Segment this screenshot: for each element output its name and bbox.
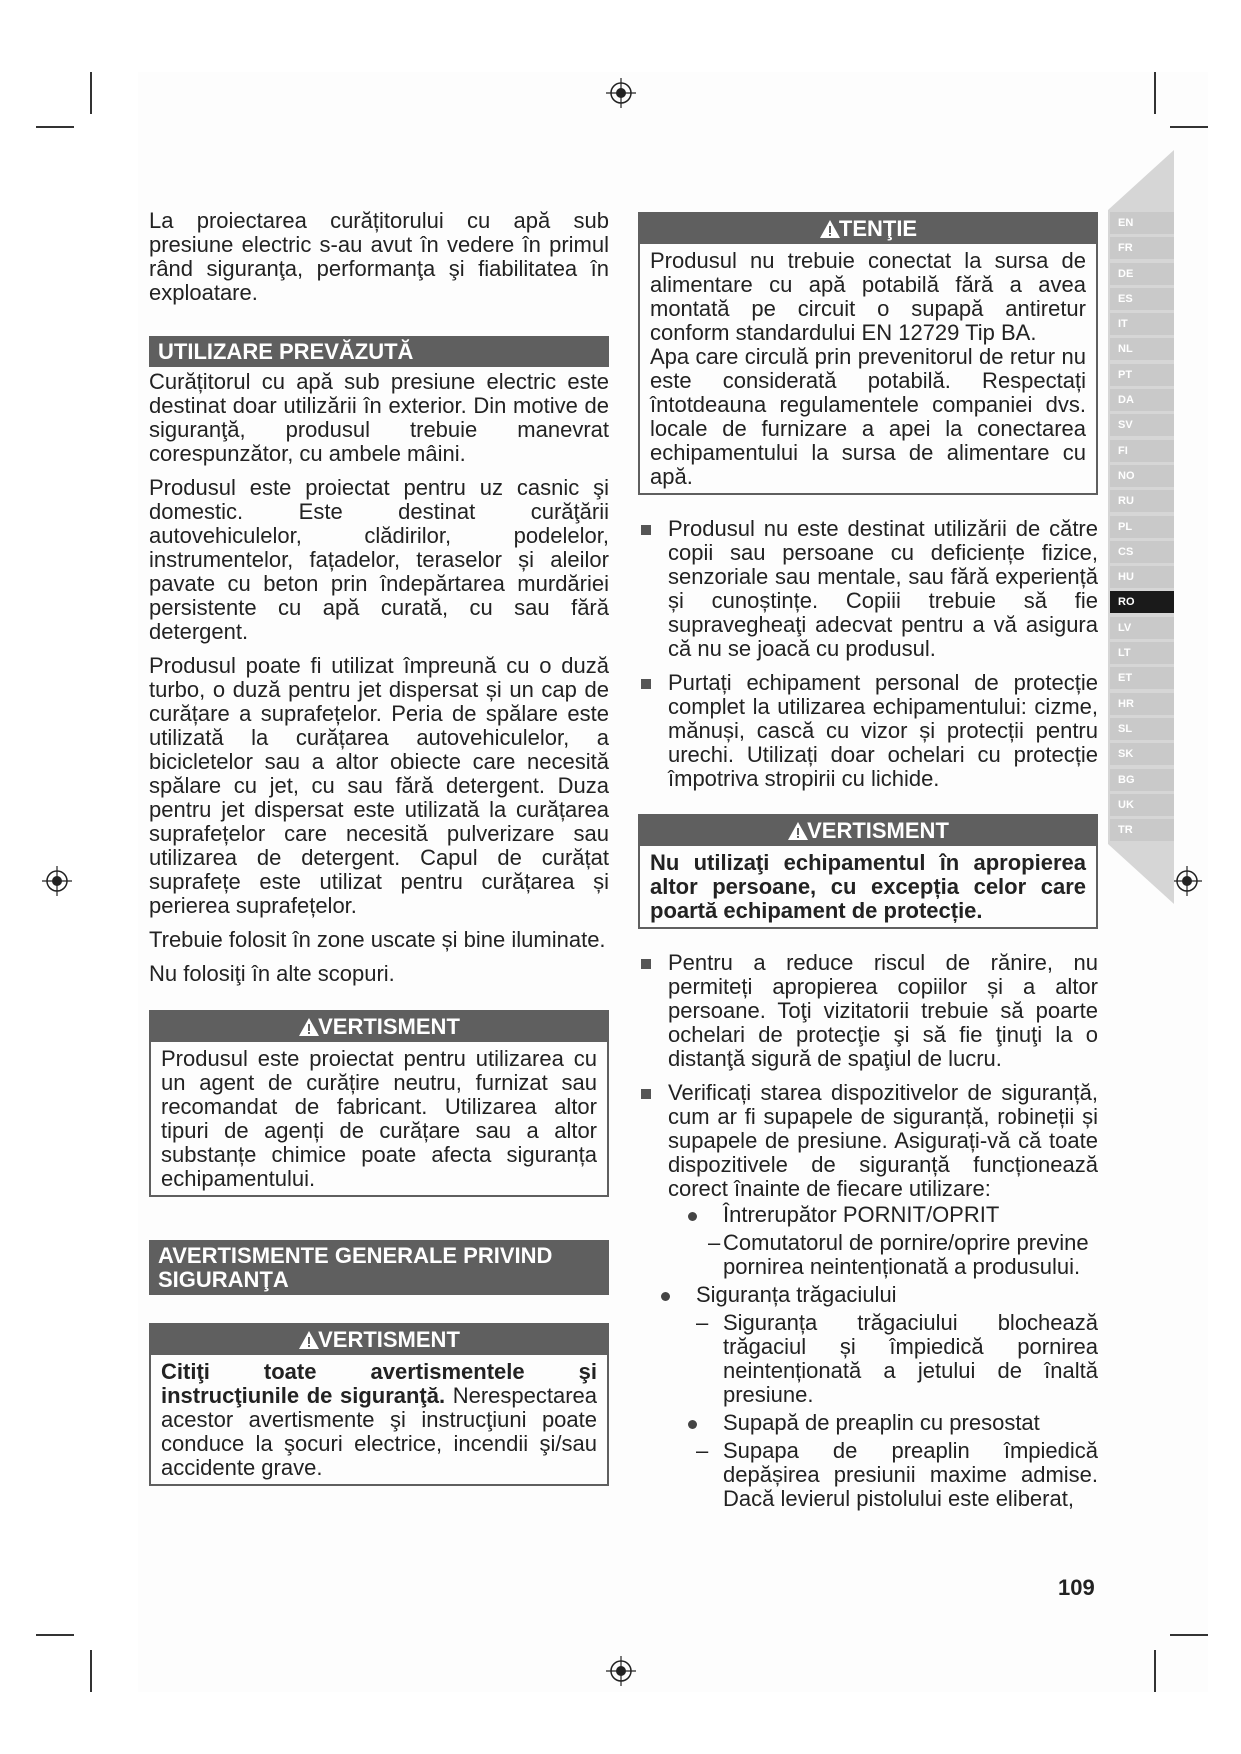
language-tab-hr[interactable]: HR bbox=[1110, 693, 1174, 715]
language-tab-es[interactable]: ES bbox=[1110, 288, 1174, 310]
language-tab-nl[interactable]: NL bbox=[1110, 338, 1174, 360]
crop-mark bbox=[90, 1650, 92, 1692]
square-bullet-icon bbox=[641, 1089, 651, 1099]
sub-item-dash bbox=[668, 1231, 1128, 1279]
crop-mark bbox=[1154, 1650, 1156, 1692]
language-tab-uk[interactable]: UK bbox=[1110, 794, 1174, 816]
language-tab-no[interactable]: NO bbox=[1110, 465, 1174, 487]
bullet-item bbox=[638, 1081, 1098, 1201]
warning-title: VERTISMENT bbox=[318, 1327, 460, 1352]
paragraph: Nu folosiţi în alte scopuri. bbox=[149, 961, 395, 986]
attention-text: Apa care circulă prin prevenitorul de retur nu este considerată potabilă. Respectați întotdeauna regulamentele companiei dvs. locale de furnizare a apei la conectarea echipamentului la sursa de alimentare cu apă. bbox=[650, 344, 1086, 489]
warning-box bbox=[149, 1323, 609, 1486]
bullet-text: Purtați echipament personal de protecție complet la utilizarea echipamentului: cizme, mănuși, cască cu vizor și protecții pentru urechi. Utilizați doar ochelari cu protecție împotriva stropirii cu lichide. bbox=[668, 670, 1098, 791]
warning-box-header bbox=[640, 816, 1096, 846]
language-tab-hu[interactable]: HU bbox=[1110, 566, 1174, 588]
warning-box bbox=[638, 814, 1098, 929]
bullet-item bbox=[638, 517, 1098, 661]
warning-text bbox=[161, 1360, 597, 1480]
sub-item-label bbox=[668, 1283, 1098, 1307]
language-tab-cs[interactable]: CS bbox=[1110, 541, 1174, 563]
attention-box-header bbox=[640, 214, 1096, 244]
crop-mark bbox=[1170, 126, 1208, 128]
warning-triangle-icon bbox=[298, 1017, 320, 1037]
attention-box bbox=[638, 212, 1098, 495]
bullet-text: Produsul nu este destinat utilizării de către copii sau persoane cu deficiențe fizice, senzoriale sau mentale, sau fără experiență și cunoștințe. Copiii trebuie să fie supravegheaţi adecvat pentru a vă asigura că nu se joacă cu produsul. bbox=[668, 516, 1098, 661]
bullet-text: Pentru a reduce riscul de rănire, nu permiteți apropierea copiilor și a altor persoane. Toţi vizitatorii trebuie să poarte ochelari de protecţie şi să fie ţinuţi la o distanţă sigură de spaţiul de lucru. bbox=[668, 950, 1098, 1071]
sub-item-dash bbox=[668, 1439, 1098, 1511]
page-number: 109 bbox=[1058, 1575, 1095, 1600]
bullet-item bbox=[638, 671, 1098, 791]
crop-mark bbox=[36, 126, 74, 128]
language-tab-lt[interactable]: LT bbox=[1110, 642, 1174, 664]
language-tab-pt[interactable]: PT bbox=[1110, 364, 1174, 386]
square-bullet-icon bbox=[641, 679, 651, 689]
warning-title: VERTISMENT bbox=[807, 818, 949, 843]
sub-item-dash bbox=[668, 1311, 1098, 1407]
warning-bold-text: Citiţi toate avertismentele şi instrucţiunile de siguranţă. bbox=[161, 1359, 597, 1408]
language-tab-de[interactable]: DE bbox=[1110, 263, 1174, 285]
crop-mark bbox=[1170, 1634, 1208, 1636]
language-tab-bg[interactable]: BG bbox=[1110, 769, 1174, 791]
language-tab-ru[interactable]: RU bbox=[1110, 490, 1174, 512]
crop-mark bbox=[1154, 72, 1156, 114]
language-tab-fr[interactable]: FR bbox=[1110, 237, 1174, 259]
section-title-line: SIGURANŢA bbox=[158, 1267, 289, 1292]
square-bullet-icon bbox=[641, 959, 651, 969]
language-tabs bbox=[1110, 212, 1174, 844]
warning-box-header bbox=[151, 1325, 607, 1355]
language-tab-tr[interactable]: TR bbox=[1110, 819, 1174, 841]
sub-item-label bbox=[668, 1411, 1098, 1435]
language-tab-pl[interactable]: PL bbox=[1110, 516, 1174, 538]
language-tab-lv[interactable]: LV bbox=[1110, 617, 1174, 639]
bullet-item bbox=[638, 951, 1098, 1071]
warning-triangle-icon bbox=[298, 1330, 320, 1350]
language-tab-sv[interactable]: SV bbox=[1110, 414, 1174, 436]
warning-triangle-icon bbox=[819, 219, 841, 239]
section-title-line: AVERTISMENTE GENERALE PRIVIND bbox=[158, 1243, 553, 1268]
registration-mark-icon bbox=[606, 1656, 636, 1686]
paragraph: Curățitorul cu apă sub presiune electric este destinat doar utilizării în exterior. Din motive de siguranţă, produsul trebuie manevrat corespunzător, cu ambele mâini. bbox=[149, 369, 609, 466]
crop-mark bbox=[36, 1634, 74, 1636]
sub-item-dash-text: Siguranța trăgaciului blochează trăgaciul și împiedică pornirea neintenționată a jetului de înaltă presiune. bbox=[723, 1310, 1098, 1407]
registration-mark-icon bbox=[606, 78, 636, 108]
language-tab-sk[interactable]: SK bbox=[1110, 743, 1174, 765]
warning-box bbox=[149, 1010, 609, 1197]
intro-paragraph: La proiectarea curățitorului cu apă sub presiune electric s-au avut în vedere în primul rând siguranţa, performanţa şi fiabilitatea în exploatare. bbox=[149, 208, 609, 305]
warning-box-body bbox=[151, 1355, 607, 1484]
sub-item-text: Siguranța trăgaciului bbox=[696, 1282, 897, 1307]
warning-box-body bbox=[151, 1042, 607, 1195]
attention-title: TENŢIE bbox=[838, 216, 918, 241]
dash-marker: – bbox=[696, 1438, 709, 1463]
sub-item-text: Întrerupător PORNIT/OPRIT bbox=[723, 1202, 1000, 1227]
sub-list bbox=[668, 1203, 1098, 1511]
square-bullet-icon bbox=[641, 525, 651, 535]
paragraph: Produsul poate fi utilizat împreună cu o duză turbo, o duză pentru jet dispersat și un cap de curățare a suprafețelor. Peria de spălare este utilizată la curățarea autovehiculelor, a bicicletelor sau a altor obiecte care necesită spălare cu jet, cu sau fără detergent. Duza pentru jet dispersat este utilizată la curățarea suprafețelor care necesită pulverizare sau utilizarea de detergent. Capul de curățat suprafețe este utilizat pentru curățarea și perierea suprafețelor. bbox=[149, 653, 609, 918]
round-bullet-icon bbox=[688, 1212, 697, 1221]
warning-box-body bbox=[640, 846, 1096, 927]
round-bullet-icon bbox=[688, 1420, 697, 1429]
dash-marker: – bbox=[708, 1230, 721, 1255]
left-column bbox=[149, 209, 609, 1486]
right-column bbox=[638, 212, 1098, 1511]
warning-box-header bbox=[151, 1012, 607, 1042]
attention-box-body bbox=[640, 244, 1096, 493]
registration-mark-icon bbox=[42, 866, 72, 896]
language-tab-fi[interactable]: FI bbox=[1110, 440, 1174, 462]
sub-item-text: Supapă de preaplin cu presostat bbox=[723, 1410, 1040, 1435]
section-header-intended-use: UTILIZARE PREVĂZUTĂ bbox=[149, 336, 609, 367]
language-tab-et[interactable]: ET bbox=[1110, 667, 1174, 689]
language-tab-sl[interactable]: SL bbox=[1110, 718, 1174, 740]
registration-mark-icon bbox=[1172, 866, 1202, 896]
sub-item-dash-text: Supapa de preaplin împiedică depășirea presiunii maxime admise. Dacă levierul pistolului este eliberat, bbox=[723, 1438, 1098, 1511]
language-tab-it[interactable]: IT bbox=[1110, 313, 1174, 335]
warning-text-rest: Nerespectarea acestor avertismente şi instrucţiuni poate conduce la şocuri electrice, incendii şi/sau accidente grave. bbox=[161, 1383, 597, 1480]
warning-bold-text bbox=[650, 851, 1086, 923]
language-tab-en[interactable]: EN bbox=[1110, 212, 1174, 234]
section-header-general-warnings bbox=[149, 1240, 609, 1295]
paragraph: Produsul este proiectat pentru uz casnic şi domestic. Este destinat curăţării autovehiculelor, clădirilor, podelelor, instrumentelor, fațadelor, teraselor și aleilor pavate cu beton prin îndepărtarea murdăriei persistente cu apă curată, cu sau fără detergent. bbox=[149, 475, 609, 644]
warning-triangle-icon bbox=[787, 821, 809, 841]
crop-mark bbox=[90, 72, 92, 114]
bullet-text: Verificați starea dispozitivelor de siguranță, cum ar fi supapele de siguranță, robineții și supapele de presiune. Asigurați-vă că toate dispozitivele de siguranță funcționează corect înainte de fiecare utilizare: bbox=[668, 1080, 1098, 1201]
warning-text: Produsul este proiectat pentru utilizarea cu un agent de curățire neutru, furnizat sau recomandat de fabricant. Utilizarea altor tipuri de agenți de curățare sau a altor substanțe chimice poate afecta siguranța echipamentului. bbox=[161, 1046, 597, 1191]
paragraph: Trebuie folosit în zone uscate și bine iluminate. bbox=[149, 927, 606, 952]
sub-item-label bbox=[668, 1203, 1098, 1227]
round-bullet-icon bbox=[661, 1292, 670, 1301]
language-tab-da[interactable]: DA bbox=[1110, 389, 1174, 411]
dash-marker: – bbox=[696, 1310, 709, 1335]
sub-item-dash-text: Comutatorul de pornire/oprire previne pornirea neintenționată a produsului. bbox=[723, 1230, 1089, 1279]
language-tab-ro[interactable]: RO bbox=[1110, 591, 1174, 613]
warning-bold-span: Nu utilizaţi echipamentul în apropierea altor persoane, cu excepția celor care poartă echipament de protecție. bbox=[650, 850, 1086, 923]
warning-title: VERTISMENT bbox=[318, 1014, 460, 1039]
attention-text: Produsul nu trebuie conectat la sursa de alimentare cu apă potabilă fără a avea montată pe circuit o supapă antiretur conform standardului EN 12729 Tip BA. bbox=[650, 248, 1086, 345]
